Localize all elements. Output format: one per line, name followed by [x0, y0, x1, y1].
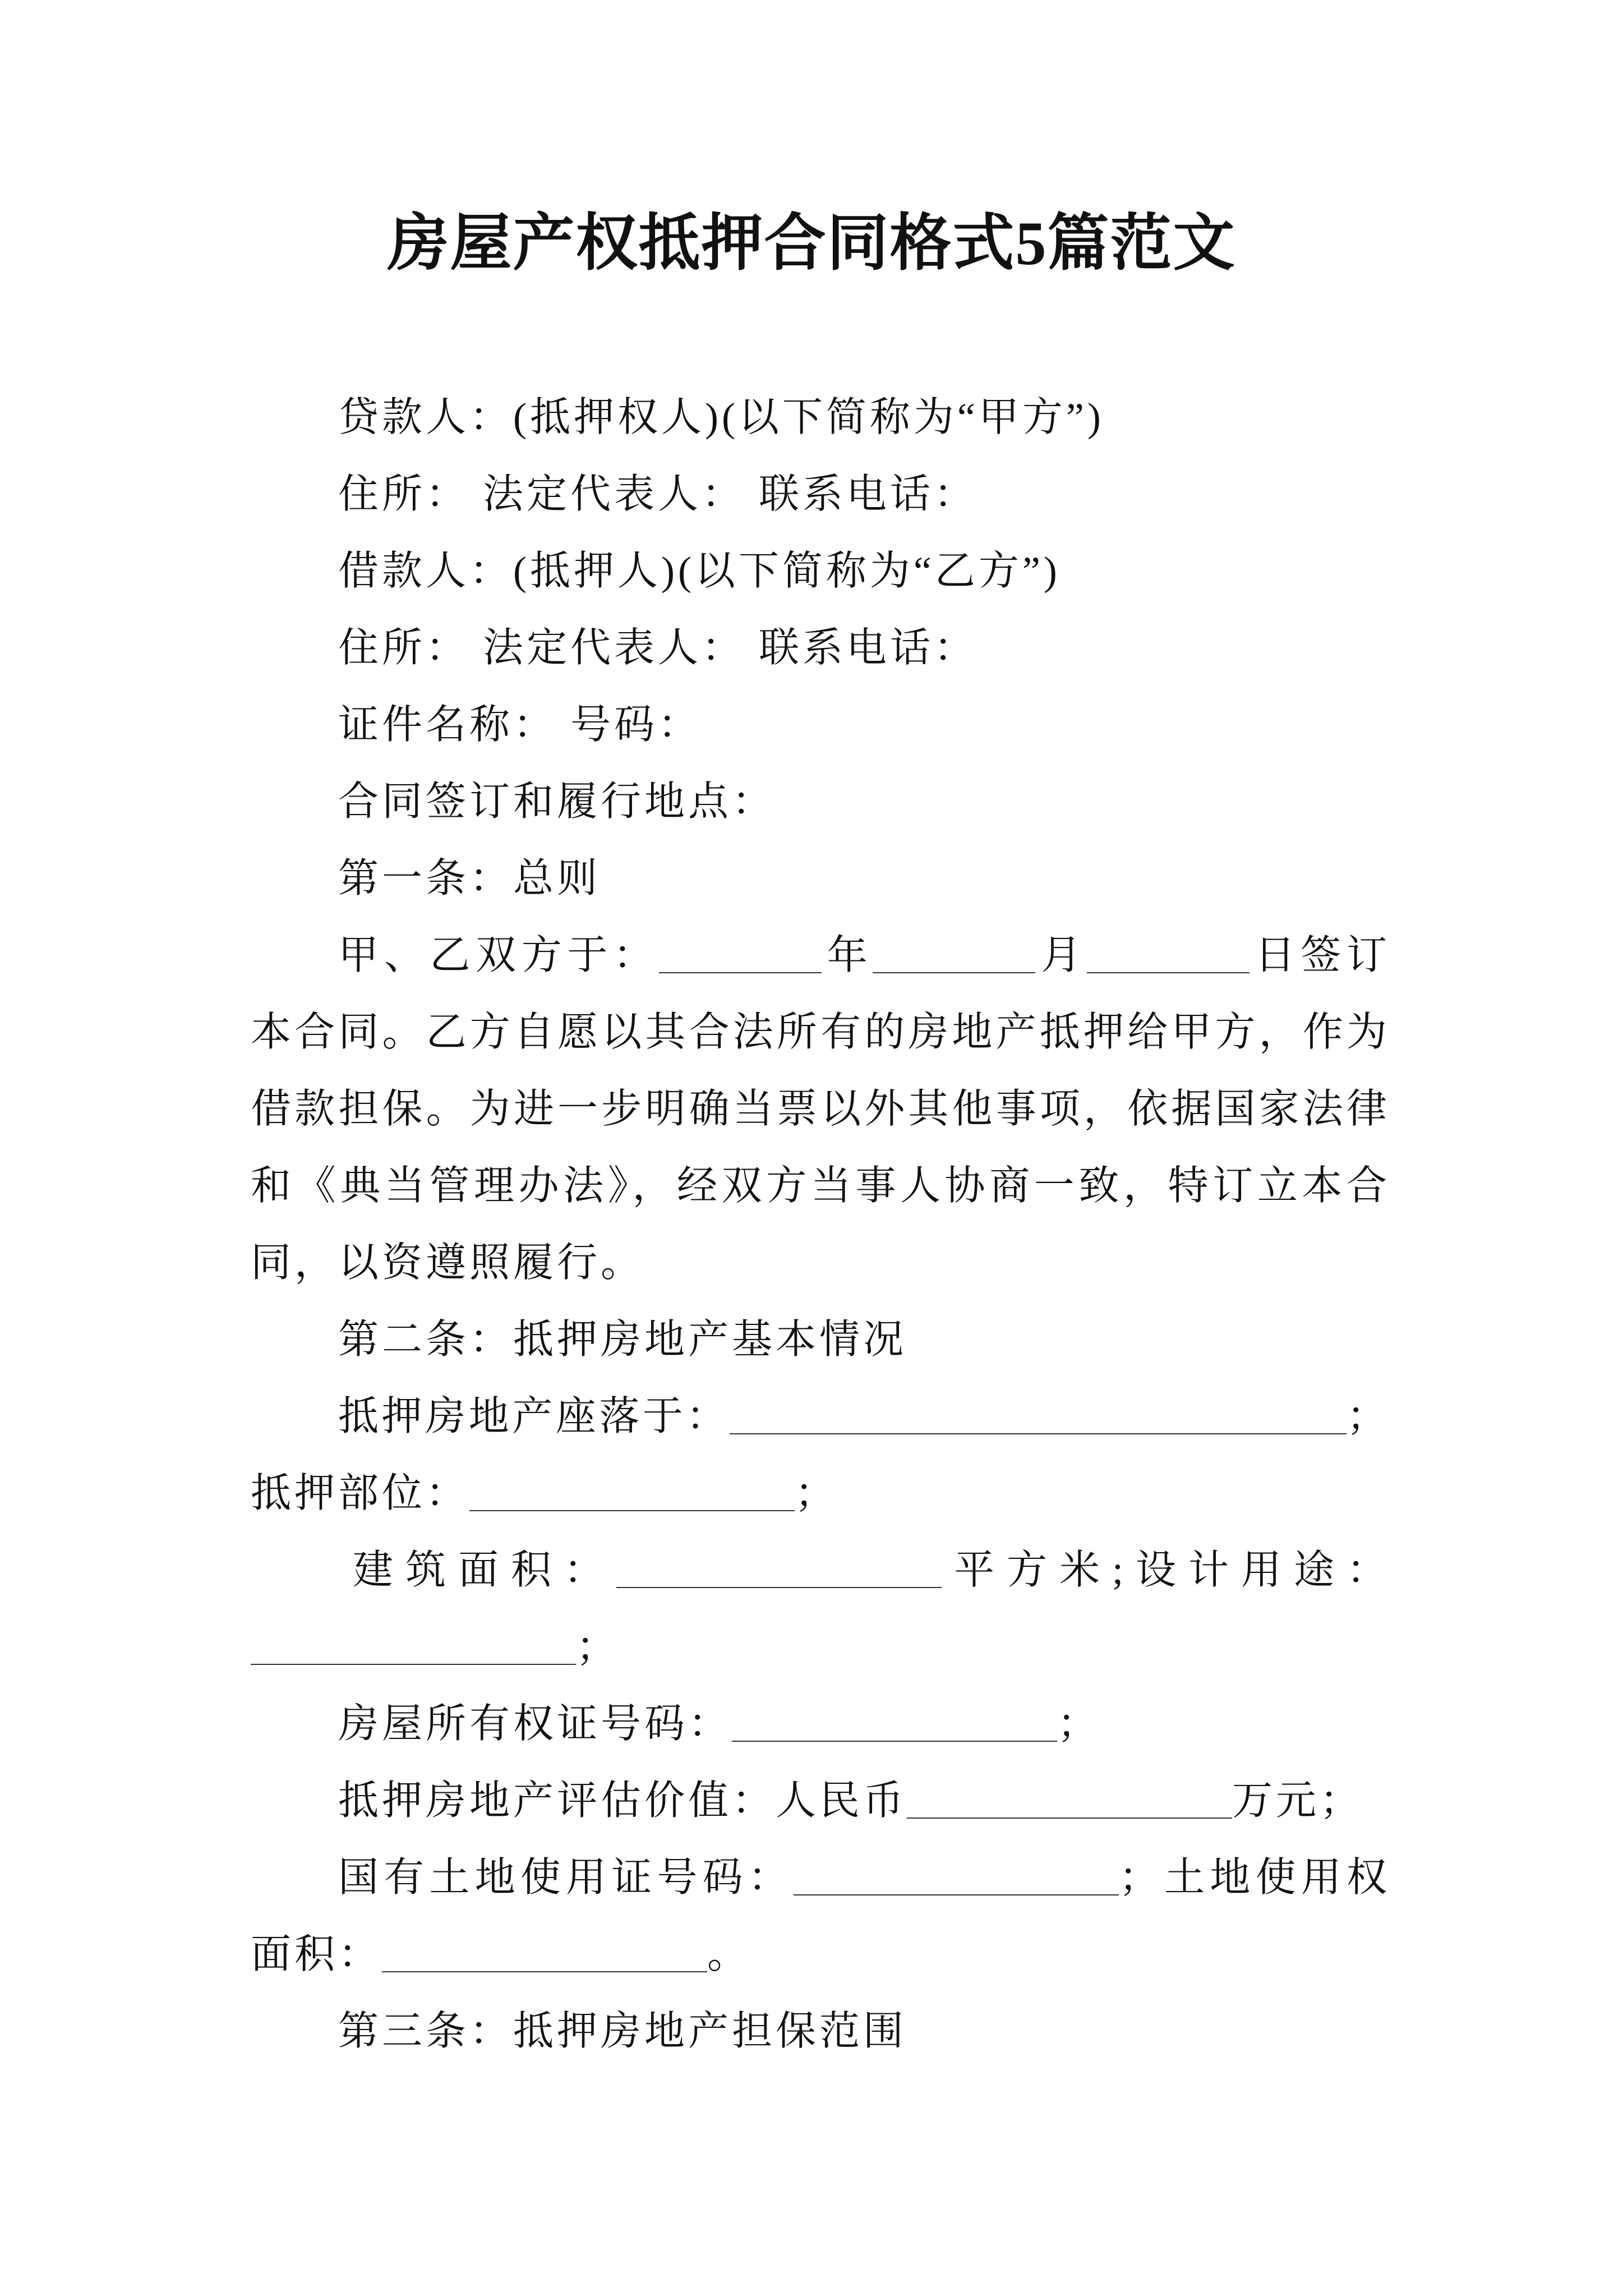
month-label: 月 — [1035, 933, 1087, 978]
paragraph-line: 同，以资遵照履行。 — [251, 1240, 645, 1285]
value-line — [251, 1763, 1387, 1839]
fill-in-blank — [1087, 938, 1249, 973]
area-unit-purpose-label: 平方米;设计用途： — [942, 1548, 1387, 1593]
area-purpose-line — [251, 1532, 1387, 1609]
article-3-heading: 第三条：抵押房地产担保范围 — [338, 2009, 907, 2054]
article-1-heading: 第一条：总则 — [338, 856, 601, 901]
fill-in-blank — [382, 1938, 707, 1972]
year-label: 年 — [821, 933, 873, 978]
part-label: 抵押部位： — [251, 1471, 470, 1516]
paragraph-line: 借款担保。为进一步明确当票以外其他事项，依据国家法律 — [251, 1087, 1387, 1131]
date-prefix: 甲、乙双方于： — [338, 933, 659, 978]
signing-place-line: 合同签订和履行地点： — [338, 779, 776, 824]
cert-label: 房屋所有权证号码： — [338, 1701, 732, 1746]
location-label: 抵押房地产座落于： — [338, 1394, 730, 1439]
land-area-label: ；土地使用权 — [1118, 1855, 1387, 1900]
semicolon: ； — [1346, 1394, 1387, 1439]
paragraph-line: 和《典当管理办法》，经双方当事人协商一致，特订立本合 — [251, 1163, 1387, 1208]
document-title: 房屋产权抵押合同格式5篇范文 — [387, 209, 1236, 278]
paragraph-line: 本合同。乙方自愿以其合法所有的房地产抵押给甲方，作为 — [251, 1010, 1387, 1055]
land-area-label: 面积： — [251, 1932, 382, 1977]
fill-in-blank — [469, 1476, 795, 1511]
lender-line: 贷款人：(抵押权人)(以下简称为“甲方”) — [338, 395, 1104, 440]
area-label: 建筑面积： — [353, 1548, 616, 1593]
signing-date-line — [251, 917, 1387, 994]
fill-in-blank — [251, 1630, 576, 1665]
part-line — [251, 1455, 1387, 1532]
borrower-contact-line: 住所： 法定代表人： 联系电话： — [338, 625, 978, 670]
land-cert-label: 国有土地使用证号码： — [338, 1855, 794, 1900]
fill-in-blank — [732, 1707, 1057, 1742]
semicolon: ； — [576, 1625, 620, 1669]
purpose-line — [251, 1609, 1387, 1686]
borrower-line: 借款人：(抵押人)(以下简称为“乙方”) — [338, 549, 1061, 593]
location-line — [251, 1378, 1387, 1455]
value-label: 抵押房地产评估价值：人民币 — [338, 1778, 907, 1823]
document-body — [251, 379, 1387, 2070]
id-info-line: 证件名称： 号码： — [338, 702, 702, 747]
fill-in-blank — [659, 938, 822, 973]
land-cert-line — [251, 1839, 1387, 1916]
cert-line — [251, 1686, 1387, 1763]
lender-contact-line: 住所： 法定代表人： 联系电话： — [338, 472, 978, 517]
fill-in-blank — [873, 938, 1035, 973]
fill-in-blank — [616, 1553, 942, 1588]
fill-in-blank — [794, 1861, 1119, 1895]
value-unit: 万元； — [1232, 1778, 1364, 1823]
land-area-line — [251, 1916, 1387, 1993]
semicolon: ； — [795, 1471, 839, 1516]
fill-in-blank — [907, 1784, 1232, 1819]
semicolon: ； — [1057, 1701, 1101, 1746]
fill-in-blank — [730, 1400, 1347, 1434]
day-suffix: 日签订 — [1249, 933, 1387, 978]
article-2-heading: 第二条：抵押房地产基本情况 — [338, 1317, 907, 1362]
period: 。 — [707, 1932, 751, 1977]
